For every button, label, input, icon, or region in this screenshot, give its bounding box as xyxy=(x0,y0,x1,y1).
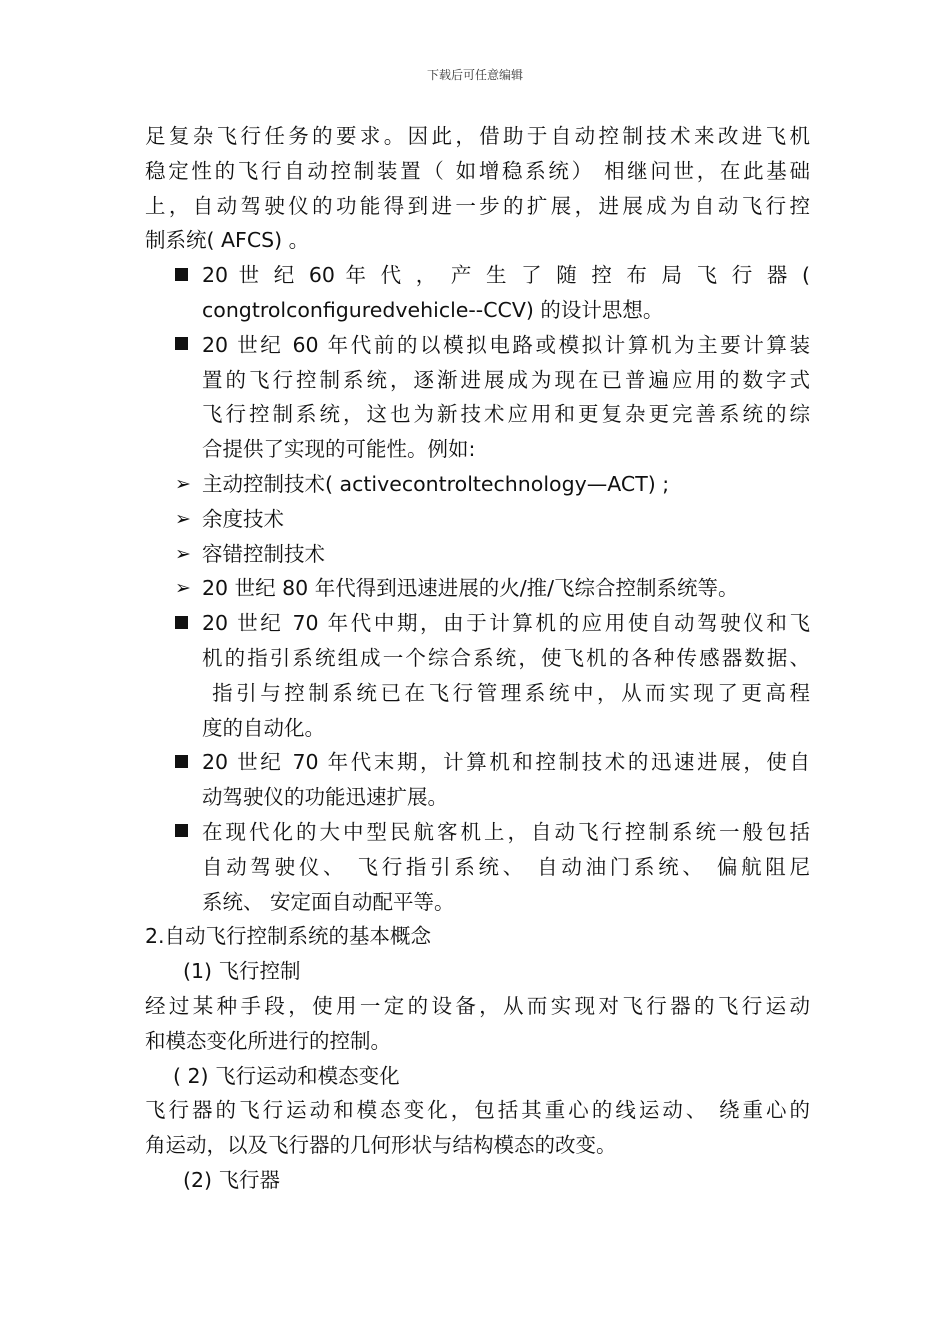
bullet-4-line-1: 20 世纪 70 年代末期，计算机和控制技术的迅速进展，使自 xyxy=(202,750,810,775)
bullet-item-3 xyxy=(145,606,810,745)
bullet-3-line-1: 20 世纪 70 年代中期，由于计算机的应用使自动驾驶仪和飞 xyxy=(202,611,810,636)
bullet-2-line-2: 置的飞行控制系统，逐渐进展成为现在已普遍应用的数字式 xyxy=(202,367,810,392)
subsection-1-text xyxy=(145,989,810,1059)
arrow-item-4 xyxy=(145,571,810,606)
arrow-item-2 xyxy=(145,502,810,537)
subsection-2-title: ( 2) 飞行运动和模态变化 xyxy=(173,1063,400,1088)
subsection-2-text xyxy=(145,1093,810,1163)
bullet-3-line-2: 机的指引系统组成一个综合系统，使飞机的各种传感器数据、 xyxy=(202,645,810,670)
square-bullet-icon xyxy=(175,745,197,780)
intro-paragraph xyxy=(145,119,810,258)
arrow-item-3 xyxy=(145,537,810,572)
arrow-item-text: 容错控制技术 xyxy=(202,541,325,566)
bullet-1-line-1: 20 世 纪 60 年 代 ， 产 生 了 随 控 布 局 飞 行 器 ( xyxy=(202,263,810,288)
bullet-1-line-2: congtrolconfiguredvehicle--CCV) 的设计思想。 xyxy=(202,297,664,322)
bullet-5-line-3: 系统、 安定面自动配平等。 xyxy=(202,889,455,914)
arrow-item-text: 主动控制技术( activecontroltechnology—ACT) ; xyxy=(202,471,670,496)
arrow-item-text: 20 世纪 80 年代得到迅速进展的火/推/飞综合控制系统等。 xyxy=(202,576,739,601)
bullet-2-line-3: 飞行控制系统，这也为新技术应用和更复杂更完善系统的综 xyxy=(202,402,810,427)
subsection-3-title: (2) 飞行器 xyxy=(183,1167,281,1192)
subsection-1-title: (1) 飞行控制 xyxy=(183,959,301,984)
bullet-item-5 xyxy=(145,815,810,919)
bullet-2-line-1: 20 世纪 60 年代前的以模拟电路或模拟计算机为主要计算装 xyxy=(202,332,810,357)
section-2-title: 2.自动飞行控制系统的基本概念 xyxy=(145,924,432,949)
arrow-bullet-icon: ➢ xyxy=(175,472,191,495)
arrow-item-1 xyxy=(145,467,810,502)
header-note: 下载后可任意编辑 xyxy=(426,68,523,82)
intro-line-1: 足复杂飞行任务的要求。因此，借助于自动控制技术来改进飞机 xyxy=(145,124,810,148)
square-bullet-icon xyxy=(175,606,197,641)
arrow-bullet-icon: ➢ xyxy=(175,542,191,565)
bullet-3-line-4: 度的自动化。 xyxy=(202,715,325,740)
bullet-2-line-4: 合提供了实现的可能性。例如: xyxy=(202,437,476,462)
subsection-1-line-1: 经过某种手段，使用一定的设备，从而实现对飞行器的飞行运动 xyxy=(145,993,810,1018)
bullet-5-line-2: 自动驾驶仪、 飞行指引系统、 自动油门系统、 偏航阻尼 xyxy=(202,854,810,879)
bullet-item-2 xyxy=(145,328,810,467)
square-bullet-icon xyxy=(175,328,197,363)
subsection-1-line-2: 和模态变化所进行的控制。 xyxy=(145,1028,391,1053)
arrow-item-text: 余度技术 xyxy=(202,506,284,531)
arrow-bullet-icon: ➢ xyxy=(175,507,191,530)
bullet-item-1 xyxy=(145,258,810,328)
square-bullet-icon xyxy=(175,815,197,850)
intro-line-2: 稳定性的飞行自动控制装置（ 如增稳系统） 相继问世，在此基础 xyxy=(145,158,810,183)
document-body xyxy=(145,119,810,1198)
bullet-item-4 xyxy=(145,745,810,815)
square-bullet-icon xyxy=(175,258,197,293)
bullet-4-line-2: 动驾驶仪的功能迅速扩展。 xyxy=(202,785,448,810)
subsection-2-line-1: 飞行器的飞行运动和模态变化，包括其重心的线运动、 绕重心的 xyxy=(145,1098,810,1123)
arrow-bullet-icon: ➢ xyxy=(175,577,191,600)
intro-line-3: 上，自动驾驶仪的功能得到进一步的扩展，进展成为自动飞行控 xyxy=(145,193,810,218)
bullet-3-line-3: 指引与控制系统已在飞行管理系统中，从而实现了更高程 xyxy=(202,680,810,705)
bullet-5-line-1: 在现代化的大中型民航客机上，自动飞行控制系统一般包括 xyxy=(202,819,810,844)
intro-line-4: 制系统( AFCS) 。 xyxy=(145,228,310,253)
subsection-2-line-2: 角运动，以及飞行器的几何形状与结构模态的改变。 xyxy=(145,1133,617,1158)
